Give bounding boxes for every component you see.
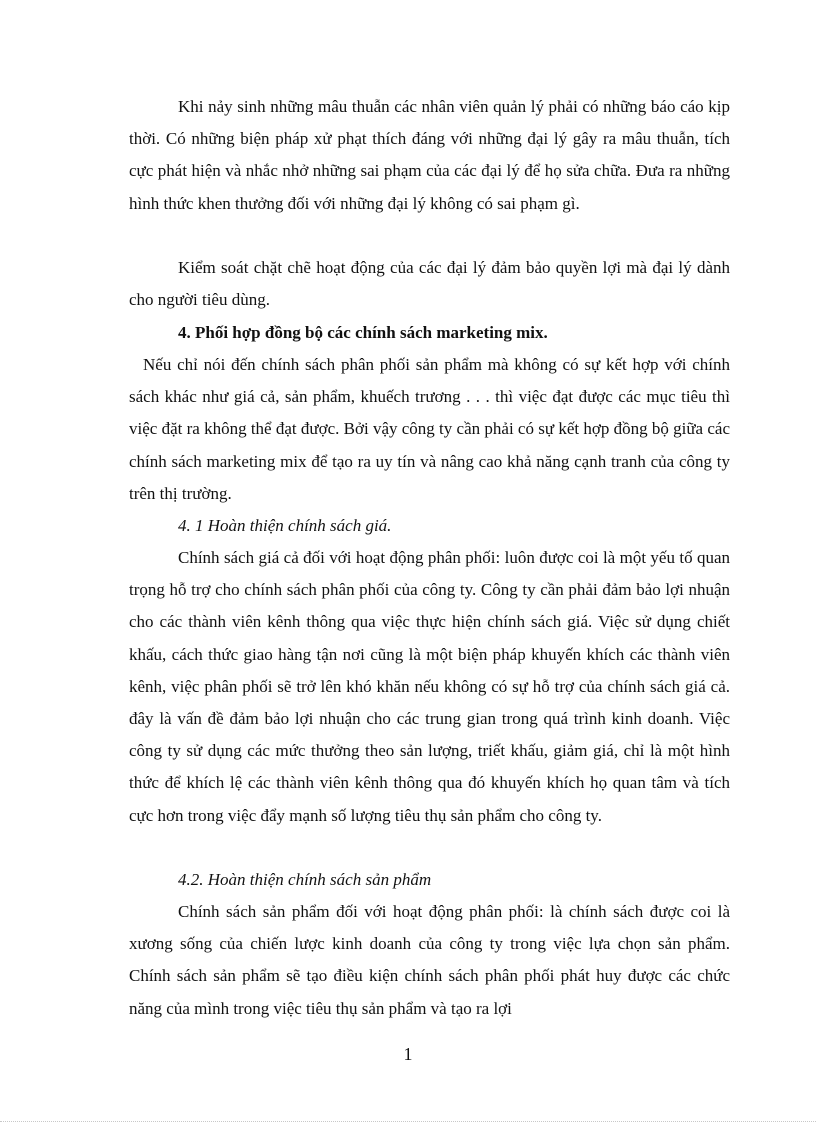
bottom-divider (0, 1121, 816, 1122)
subheading-4-2: 4.2. Hoàn thiện chính sách sản phẩm (178, 870, 432, 889)
paragraph-conflict-reporting: Khi nảy sinh những mâu thuẫn các nhân viên quản lý phải có những báo cáo kịp thời. Có những biện pháp xử phạt thích đáng với những đại lý gây ra mâu thuẫn, tích cực phát hiện và nhắc nhở những sai phạm của các đại lý để họ sửa chữa. Đưa ra những hình thức khen thưởng đối với những đại lý không có sai phạm gì. (129, 97, 730, 213)
paragraph-pricing-policy: Chính sách giá cả đối với hoạt động phân phối: luôn được coi là một yếu tố quan trọng hỗ trợ cho chính sách phân phối của công ty. Công ty cần phải đảm bảo lợi nhuận cho các thành viên kênh thông qua việc thực hiện chính sách giá. Việc sử dụng chiết khấu, cách thức giao hàng tận nơi cũng là một biện pháp khuyến khích các thành viên kênh, việc phân phối sẽ trở lên khó khăn nếu không có sự hỗ trợ của chính sách giá cả. đây là vấn đề đảm bảo lợi nhuận cho các trung gian trong quá trình kinh doanh. Việc công ty sử dụng các mức thưởng theo sản lượng, triết khấu, giảm giá, chỉ là một hình thức để khích lệ các thành viên kênh thông qua đó khuyến khích họ quan tâm và tích cực hơn trong việc đẩy mạnh số lượng tiêu thụ sản phẩm cho công ty. (129, 548, 730, 825)
paragraph-product-policy: Chính sách sản phẩm đối với hoạt động phân phối: là chính sách được coi là xương sống của chiến lược kinh doanh của công ty trong việc lựa chọn sản phẩm. Chính sách sản phẩm sẽ tạo điều kiện chính sách phân phối phát huy được các chức năng của mình trong việc tiêu thụ sản phẩm và tạo ra lợi (129, 902, 730, 1018)
section-heading-4: 4. Phối hợp đồng bộ các chính sách marketing mix. (178, 323, 548, 342)
paragraph-agent-control: Kiểm soát chặt chẽ hoạt động của các đại lý đảm bảo quyền lợi mà đại lý dành cho người tiêu dùng. (129, 258, 730, 310)
paragraph-marketing-mix: Nếu chỉ nói đến chính sách phân phối sản phẩm mà không có sự kết hợp với chính sách khác như giá cả, sản phẩm, khuếch trương . . . thì việc đạt được các mục tiêu thì việc đặt ra không thể đạt được. Bởi vậy công ty cần phải có sự kết hợp đồng bộ giữa các chính sách marketing mix để tạo ra uy tín và nâng cao khả năng cạnh tranh của công ty trên thị trường. (129, 355, 730, 503)
subheading-4-1: 4. 1 Hoàn thiện chính sách giá. (178, 516, 392, 535)
page-number: 1 (403, 1044, 413, 1064)
